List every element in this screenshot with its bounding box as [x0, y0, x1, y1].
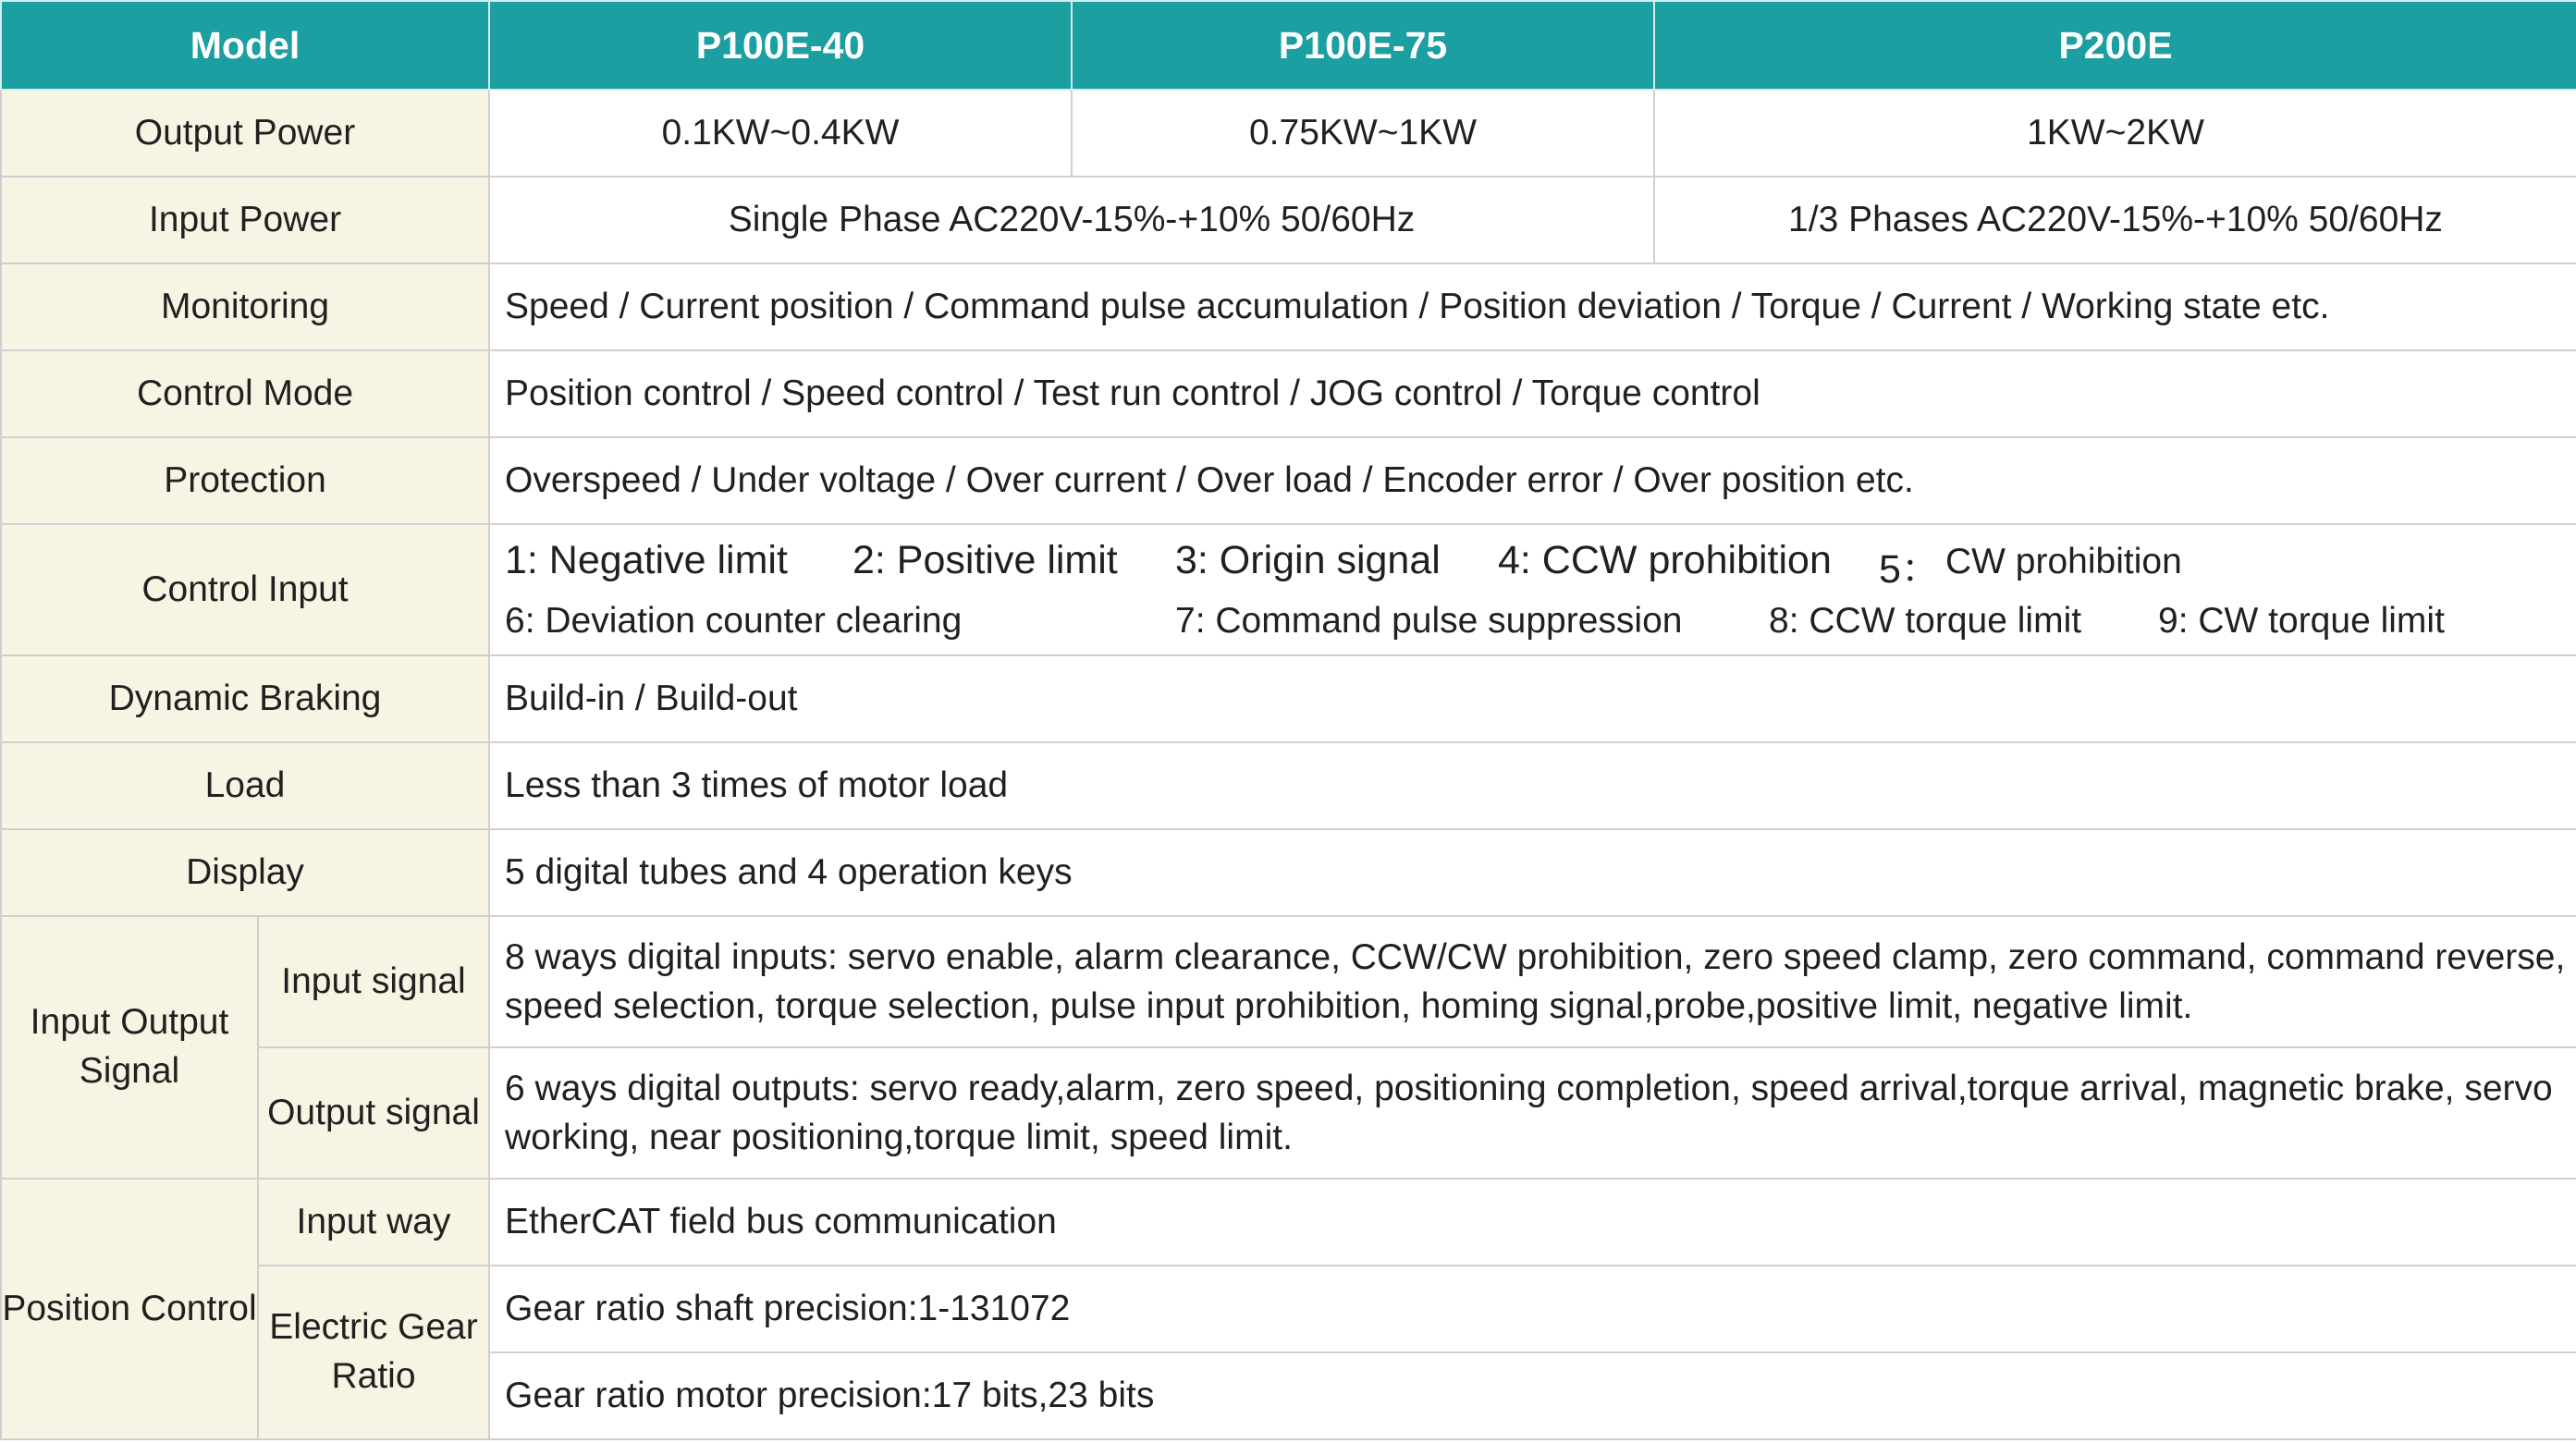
row-input-power: [1, 177, 2576, 263]
control-input-line-2: [490, 590, 2576, 649]
value-protection: Overspeed / Under voltage / Over current / Over load / Encoder error / Over position etc.: [489, 437, 2576, 524]
row-monitoring: [1, 263, 2576, 350]
label-control-mode: Control Mode: [1, 350, 489, 437]
row-protection: [1, 437, 2576, 524]
value-output-power-p100e-75: 0.75KW~1KW: [1072, 90, 1654, 177]
label-input-power: Input Power: [1, 177, 489, 263]
row-input-way: [1, 1179, 2576, 1266]
control-input-item: 9: CW torque limit: [2158, 601, 2445, 641]
row-display: [1, 829, 2576, 916]
value-input-power-p200e: 1/3 Phases AC220V-15%-+10% 50/60Hz: [1654, 177, 2576, 263]
value-gear-motor: Gear ratio motor precision:17 bits,23 bits: [489, 1352, 2576, 1439]
label-protection: Protection: [1, 437, 489, 524]
label-output-power: Output Power: [1, 90, 489, 177]
row-load: [1, 742, 2576, 829]
control-input-item: 4: CCW prohibition: [1498, 538, 1832, 582]
header-p100e-75: P100E-75: [1072, 1, 1654, 90]
control-input-item: CW prohibition: [1945, 542, 2182, 581]
control-input-item: 3: Origin signal: [1175, 538, 1441, 582]
value-control-mode: Position control / Speed control / Test run control / JOG control / Torque control: [489, 350, 2576, 437]
header-p200e: P200E: [1654, 1, 2576, 90]
value-input-signal: 8 ways digital inputs: servo enable, alarm clearance, CCW/CW prohibition, zero speed clamp, zero command, command reverse, speed selection, torque selection, pulse input prohibition, homing signal,probe,positive limit, negative limit.: [489, 916, 2576, 1047]
control-input-item: 6: Deviation counter clearing: [505, 601, 963, 641]
label-dynamic-braking: Dynamic Braking: [1, 655, 489, 742]
row-gear-shaft: [1, 1266, 2576, 1352]
label-input-output-signal: Input Output Signal: [1, 916, 258, 1179]
row-output-power: [1, 90, 2576, 177]
label-input-way: Input way: [258, 1179, 489, 1266]
header-row: [1, 1, 2576, 90]
value-output-power-p200e: 1KW~2KW: [1654, 90, 2576, 177]
control-input-item: 2: Positive limit: [853, 538, 1118, 582]
control-input-item: 1: Negative limit: [505, 538, 788, 582]
value-input-power-p100e: Single Phase AC220V-15%-+10% 50/60Hz: [489, 177, 1654, 263]
header-model: Model: [1, 1, 489, 90]
label-electric-gear-ratio: Electric Gear Ratio: [258, 1266, 489, 1439]
label-output-signal: Output signal: [258, 1047, 489, 1179]
value-output-signal: 6 ways digital outputs: servo ready,alarm, zero speed, positioning completion, speed arrival,torque arrival, magnetic brake, servo working, near positioning,torque limit, speed limit.: [489, 1047, 2576, 1179]
row-dynamic-braking: [1, 655, 2576, 742]
label-load: Load: [1, 742, 489, 829]
value-display: 5 digital tubes and 4 operation keys: [489, 829, 2576, 916]
label-control-input: Control Input: [1, 524, 489, 655]
label-monitoring: Monitoring: [1, 263, 489, 350]
label-position-control: Position Control: [1, 1179, 258, 1439]
value-control-input: [489, 524, 2576, 655]
value-dynamic-braking: Build-in / Build-out: [489, 655, 2576, 742]
control-input-item: 5：: [1879, 547, 1941, 592]
control-input-line-1: [490, 531, 2576, 590]
header-p100e-40: P100E-40: [489, 1, 1072, 90]
value-gear-shaft: Gear ratio shaft precision:1-131072: [489, 1266, 2576, 1352]
row-input-signal: [1, 916, 2576, 1047]
value-input-way: EtherCAT field bus communication: [489, 1179, 2576, 1266]
label-display: Display: [1, 829, 489, 916]
value-monitoring: Speed / Current position / Command pulse accumulation / Position deviation / Torque / Current / Working state etc.: [489, 263, 2576, 350]
label-input-signal: Input signal: [258, 916, 489, 1047]
value-load: Less than 3 times of motor load: [489, 742, 2576, 829]
control-input-item: 8: CCW torque limit: [1769, 601, 2082, 641]
control-input-item: 7: Command pulse suppression: [1175, 601, 1683, 641]
row-output-signal: [1, 1047, 2576, 1179]
value-output-power-p100e-40: 0.1KW~0.4KW: [489, 90, 1072, 177]
row-control-mode: [1, 350, 2576, 437]
row-control-input: [1, 524, 2576, 655]
